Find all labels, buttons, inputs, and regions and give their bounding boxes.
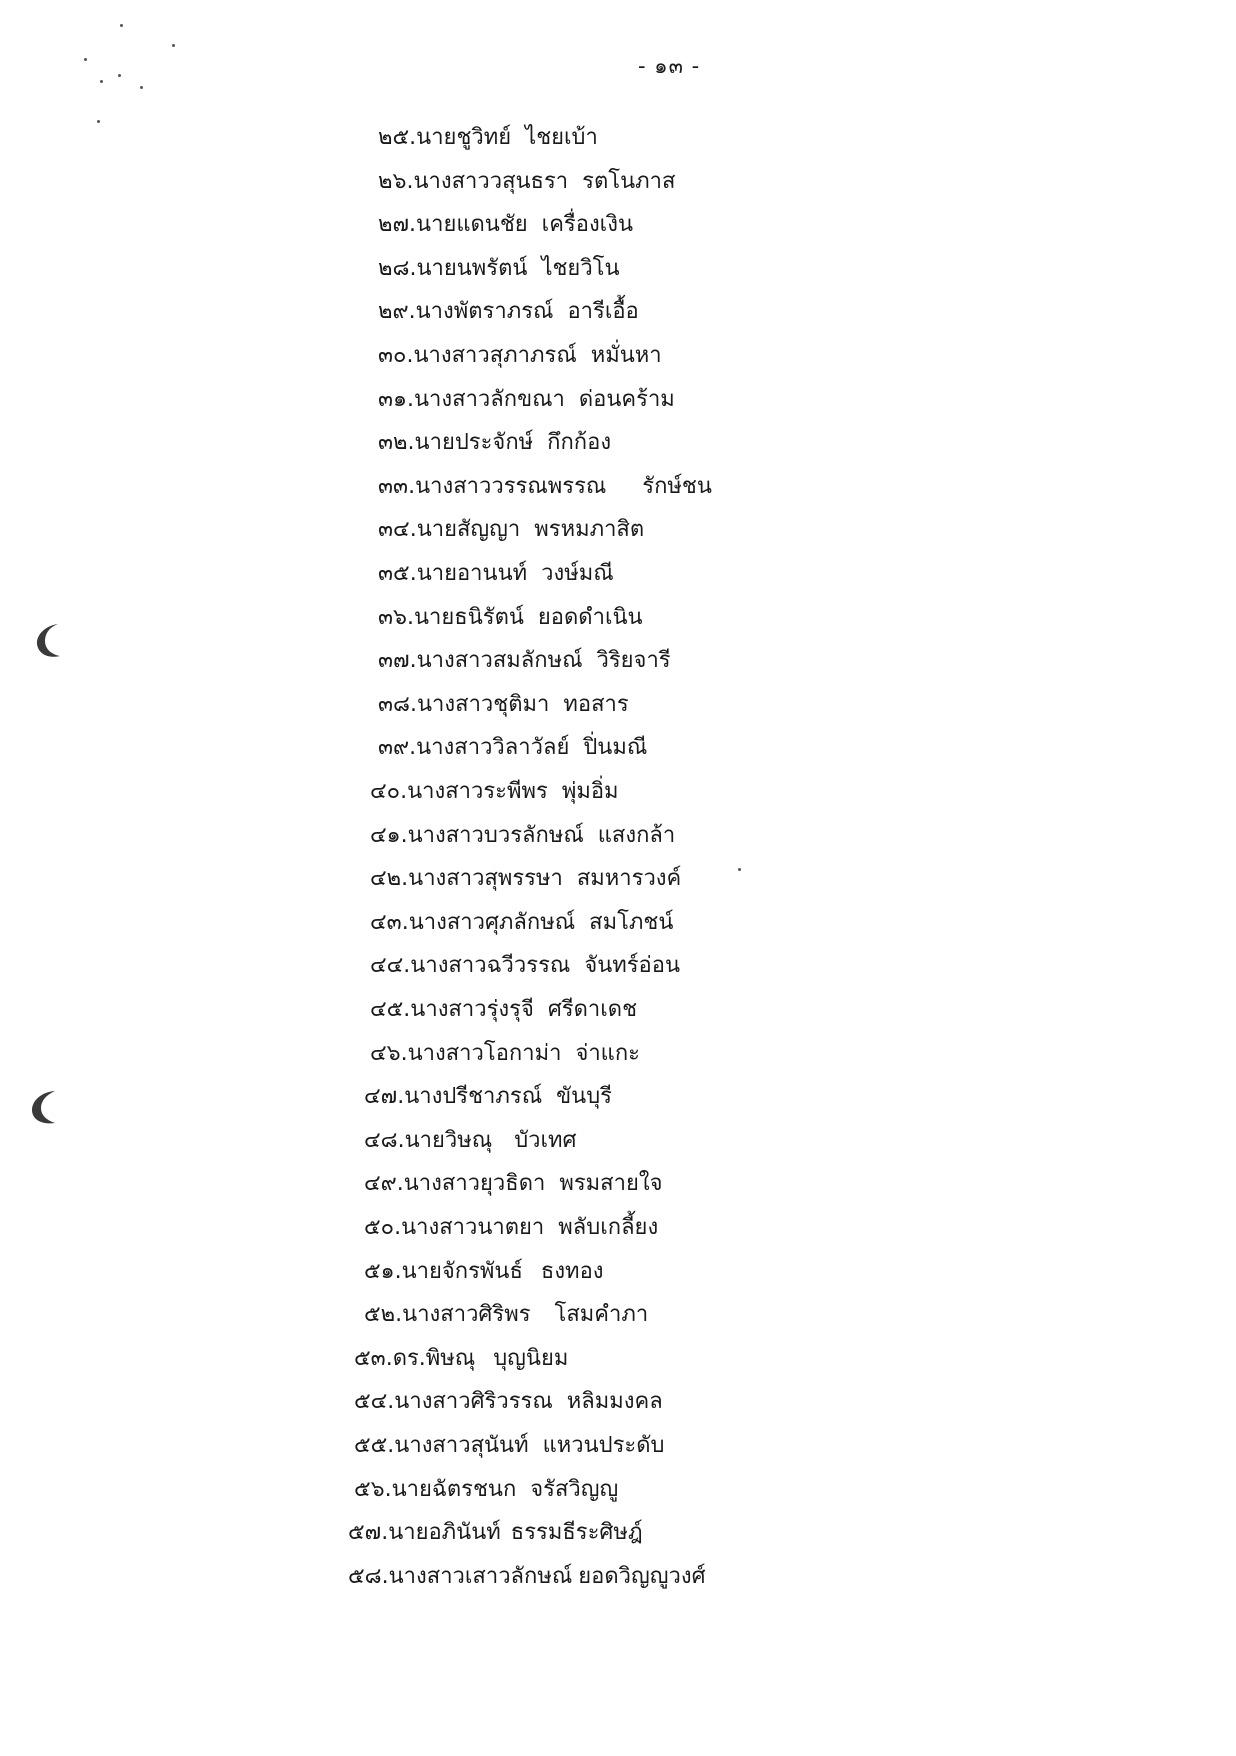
entry-surname: ปิ่นมณี bbox=[583, 735, 648, 761]
entry-given-name: นายสัญญา bbox=[416, 517, 521, 543]
name-entry bbox=[354, 1382, 663, 1422]
name-entry bbox=[364, 1252, 604, 1292]
name-entry bbox=[378, 205, 633, 245]
entry-number: ๕๖. bbox=[354, 1476, 392, 1502]
name-entry bbox=[378, 467, 712, 507]
entry-surname: พรมสายใจ bbox=[559, 1171, 663, 1197]
entry-given-name: นางสาววสุนธรา bbox=[413, 168, 569, 194]
entry-given-name: นายนพรัตน์ bbox=[416, 255, 528, 281]
entry-number: ๔๐. bbox=[370, 779, 408, 804]
entry-surname: บัวเทศ bbox=[514, 1127, 577, 1153]
entry-given-name: นายฉัตรชนก bbox=[391, 1476, 517, 1502]
entry-given-name: นายชูวิทย์ bbox=[416, 125, 512, 150]
entry-number: ๕๑. bbox=[364, 1258, 402, 1284]
entry-surname: สมหารวงค์ bbox=[576, 866, 682, 892]
entry-number: ๕๕. bbox=[354, 1433, 395, 1458]
entry-number: ๓๔. bbox=[378, 517, 417, 543]
entry-given-name: นางสาวศิริพร bbox=[402, 1302, 531, 1328]
entry-number: ๒๕. bbox=[378, 125, 417, 150]
entry-given-name: นางพัตราภรณ์ bbox=[415, 299, 554, 325]
entry-surname: วงษ์มณี bbox=[541, 561, 614, 586]
name-entry bbox=[378, 249, 620, 289]
entry-surname: จรัสวิญญู bbox=[530, 1476, 619, 1502]
entry-surname: ไชยวิโน bbox=[541, 255, 620, 281]
scan-speck bbox=[140, 86, 143, 89]
entry-given-name: นายประจักษ์ bbox=[414, 430, 534, 456]
entry-given-name: นายอานนท์ bbox=[416, 561, 528, 586]
entry-surname: พลับเกลี้ยง bbox=[558, 1215, 659, 1240]
entry-surname: อารีเอื้อ bbox=[567, 299, 639, 325]
name-entry bbox=[370, 946, 680, 986]
entry-surname: หมั่นหา bbox=[590, 343, 662, 368]
punch-hole-mark bbox=[29, 1089, 59, 1127]
scan-speck bbox=[738, 868, 741, 871]
entry-given-name: นายธนิรัตน์ bbox=[414, 604, 524, 630]
entry-given-name: นางสาววรรณพรรณ bbox=[415, 473, 607, 499]
entry-given-name: นางสาวรุ่งรุจี bbox=[410, 997, 534, 1022]
entry-surname: ทอสาร bbox=[563, 691, 629, 717]
name-entry bbox=[364, 1208, 658, 1248]
name-entry bbox=[370, 816, 675, 856]
entry-given-name: นางสาวศิริวรรณ bbox=[394, 1389, 553, 1415]
entry-surname: ไชยเบ้า bbox=[525, 125, 598, 150]
entry-number: ๔๔. bbox=[370, 953, 411, 979]
entry-given-name: นางสาวลักขณา bbox=[414, 386, 565, 412]
name-entry bbox=[370, 990, 637, 1030]
entry-surname: หลิมมงคล bbox=[566, 1389, 663, 1415]
entry-surname: ขันบุรี bbox=[556, 1084, 612, 1110]
name-entry bbox=[370, 1034, 640, 1074]
name-entry bbox=[378, 510, 644, 550]
entry-given-name: นางสาวฉวีวรรณ bbox=[410, 953, 571, 979]
entry-given-name: นางสาวศุภลักษณ์ bbox=[408, 909, 576, 935]
entry-surname: รักษ์ชน bbox=[642, 473, 712, 499]
entry-surname: ธรรมธีระศิษฎ์ bbox=[510, 1520, 643, 1546]
name-entry bbox=[378, 380, 675, 420]
entry-number: ๓๑. bbox=[378, 386, 414, 412]
entry-surname: วิริยจารี bbox=[596, 648, 671, 674]
entry-surname: รตโนภาส bbox=[582, 168, 676, 194]
name-entry bbox=[378, 728, 647, 768]
entry-number: ๔๕. bbox=[370, 997, 411, 1022]
name-entry bbox=[370, 772, 619, 812]
entry-given-name: นางสาวเสาวลักษณ์ bbox=[388, 1563, 573, 1589]
entry-number: ๓๙. bbox=[378, 735, 417, 761]
name-entry bbox=[354, 1426, 665, 1466]
entry-surname: บุญนิยม bbox=[493, 1345, 569, 1371]
entry-surname: พุ่มอิ่ม bbox=[561, 779, 619, 804]
entry-given-name: นางสาววิลาวัลย์ bbox=[416, 735, 570, 761]
entry-number: ๕๗. bbox=[348, 1520, 389, 1546]
name-entry bbox=[378, 685, 629, 725]
entry-number: ๓๖. bbox=[378, 604, 414, 630]
name-entry bbox=[348, 1557, 706, 1597]
name-entry bbox=[378, 641, 671, 681]
entry-number: ๔๑. bbox=[370, 822, 408, 848]
name-entry bbox=[354, 1339, 568, 1379]
entry-number: ๔๘. bbox=[364, 1127, 405, 1153]
entry-number: ๓๗. bbox=[378, 648, 417, 674]
punch-hole-mark bbox=[34, 622, 64, 660]
entry-surname: สมโภชน์ bbox=[589, 909, 674, 935]
entry-number: ๓๕. bbox=[378, 561, 417, 586]
entry-surname: ยอดวิญญูวงศ์ bbox=[578, 1563, 706, 1589]
entry-surname: พรหมภาสิต bbox=[534, 517, 645, 543]
scan-speck bbox=[100, 80, 103, 83]
entry-number: ๔๓. bbox=[370, 909, 409, 935]
entry-number: ๒๖. bbox=[378, 168, 414, 194]
entry-number: ๕๒. bbox=[364, 1302, 403, 1328]
entry-number: ๓๘. bbox=[378, 691, 418, 717]
entry-surname: ยอดดำเนิน bbox=[537, 604, 643, 630]
entry-given-name: นางปรีชาภรณ์ bbox=[404, 1084, 543, 1110]
entry-given-name: นางสาวชุติมา bbox=[417, 691, 550, 717]
entry-given-name: นางสาวนาตยา bbox=[401, 1215, 545, 1240]
entry-surname: ศรีดาเดช bbox=[547, 997, 638, 1022]
entry-number: ๔๙. bbox=[364, 1171, 404, 1197]
entry-given-name: ดร.พิษณุ bbox=[392, 1345, 476, 1371]
entry-number: ๒๗. bbox=[378, 212, 417, 238]
entry-number: ๕๐. bbox=[364, 1215, 402, 1240]
scan-speck bbox=[120, 24, 123, 27]
scan-speck bbox=[118, 74, 121, 77]
entry-surname: โสมคำภา bbox=[554, 1302, 649, 1328]
entry-number: ๓๐. bbox=[378, 343, 414, 368]
entry-surname: ธงทอง bbox=[540, 1258, 604, 1284]
entry-number: ๕๘. bbox=[348, 1563, 389, 1589]
entry-surname: จ่าแกะ bbox=[575, 1040, 640, 1066]
entry-given-name: นางสาวสุภาภรณ์ bbox=[413, 343, 577, 368]
name-entry bbox=[378, 554, 614, 594]
entry-number: ๒๙. bbox=[378, 299, 416, 325]
entry-given-name: นายจักรพันธ์ bbox=[401, 1258, 523, 1284]
entry-given-name: นางสาวสุพรรษา bbox=[408, 866, 563, 892]
entry-given-name: นางสาวระพีพร bbox=[407, 779, 548, 804]
entry-number: ๓๓. bbox=[378, 473, 416, 499]
entry-number: ๓๒. bbox=[378, 430, 415, 456]
entry-given-name: นางสาวโอกาม่า bbox=[407, 1040, 562, 1066]
name-entry bbox=[378, 292, 639, 332]
name-entry bbox=[364, 1121, 577, 1161]
entry-surname: เครื่องเงิน bbox=[541, 212, 633, 238]
name-entry bbox=[370, 859, 681, 899]
entry-number: ๔๖. bbox=[370, 1040, 408, 1066]
entry-surname: แสงกล้า bbox=[597, 822, 676, 848]
name-entry bbox=[364, 1164, 662, 1204]
entry-given-name: นางสาวสมลักษณ์ bbox=[416, 648, 583, 674]
entry-surname: จันทร์อ่อน bbox=[584, 953, 681, 979]
name-entry bbox=[378, 598, 643, 638]
name-entry bbox=[370, 903, 673, 943]
name-entry bbox=[364, 1295, 648, 1335]
page-number: - ๑๓ - bbox=[638, 54, 701, 78]
entry-surname: กึกก้อง bbox=[547, 430, 612, 456]
entry-number: ๔๗. bbox=[364, 1084, 405, 1110]
name-entry bbox=[348, 1513, 643, 1553]
entry-number: ๔๒. bbox=[370, 866, 409, 892]
entry-given-name: นางสาวสุนันท์ bbox=[394, 1433, 529, 1458]
name-entry bbox=[378, 423, 611, 463]
entry-number: ๒๘. bbox=[378, 255, 417, 281]
name-entry bbox=[354, 1470, 618, 1510]
entry-surname: แหวนประดับ bbox=[542, 1433, 665, 1458]
scan-speck bbox=[97, 120, 100, 123]
entry-given-name: นายอภินันท์ bbox=[388, 1520, 501, 1546]
name-entry bbox=[378, 162, 675, 202]
entry-surname: ด่อนคร้าม bbox=[578, 386, 675, 412]
scan-speck bbox=[172, 44, 175, 47]
scan-speck bbox=[84, 58, 87, 61]
entry-given-name: นางสาวยุวธิดา bbox=[403, 1171, 546, 1197]
entry-given-name: นายแดนชัย bbox=[416, 212, 528, 238]
entry-number: ๕๓. bbox=[354, 1345, 393, 1371]
entry-given-name: นางสาวบวรลักษณ์ bbox=[407, 822, 584, 848]
name-entry bbox=[378, 336, 662, 376]
name-entry bbox=[364, 1077, 612, 1117]
name-entry bbox=[378, 118, 598, 158]
entry-given-name: นายวิษณุ bbox=[404, 1127, 493, 1153]
entry-number: ๕๔. bbox=[354, 1389, 395, 1415]
